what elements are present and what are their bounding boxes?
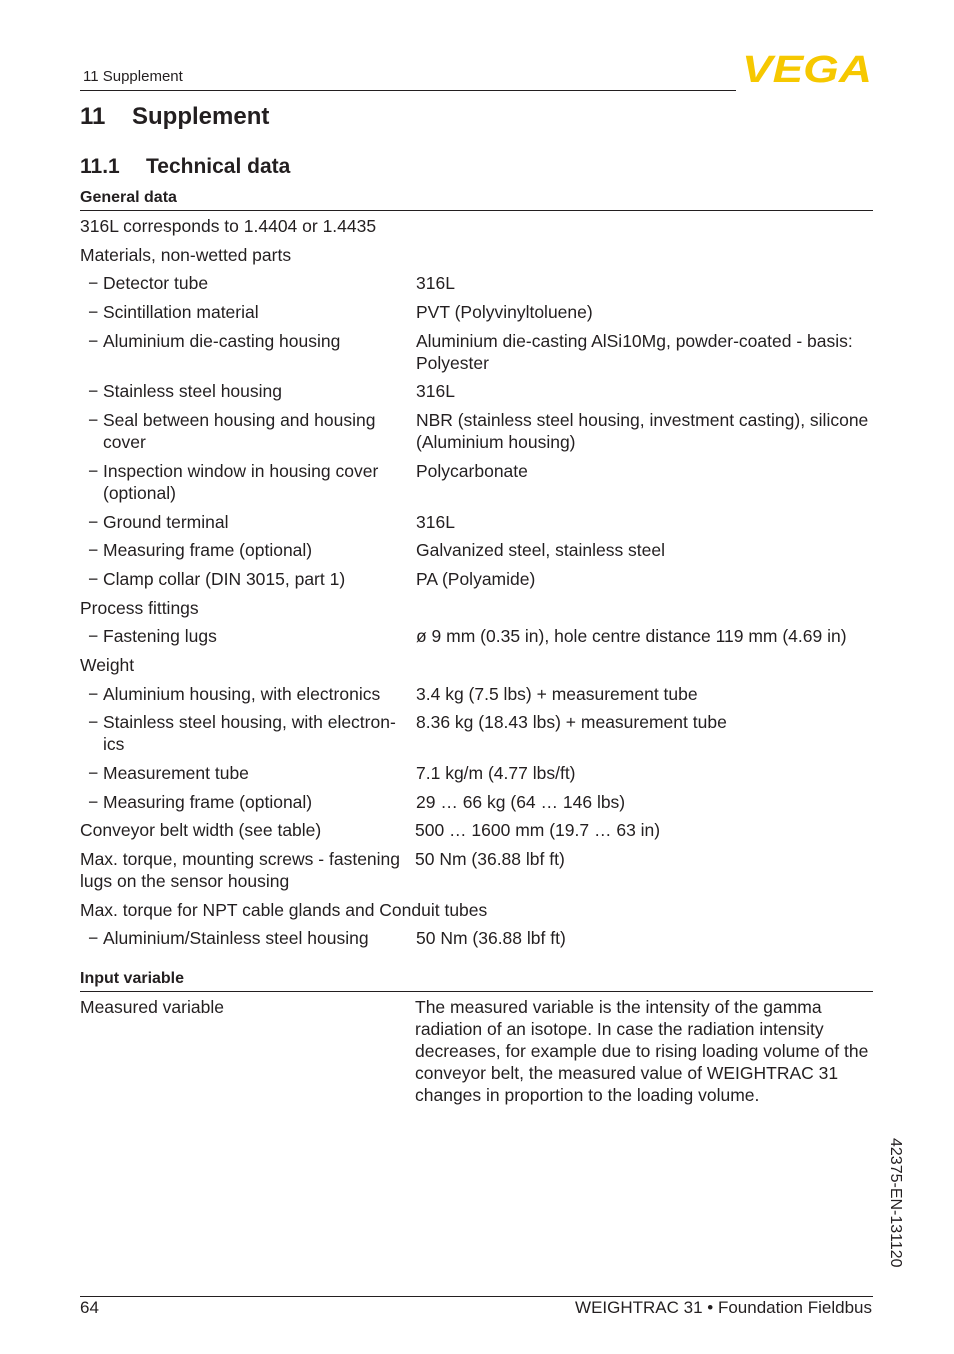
document-code: 42375-EN-131120 <box>887 1138 904 1268</box>
page-number: 64 <box>80 1298 99 1317</box>
row-value: 50 Nm (36.88 lbf ft) <box>416 928 566 949</box>
dash-bullet: − <box>88 302 99 323</box>
row-label <box>80 996 415 1106</box>
chapter-number: 11 <box>80 103 106 130</box>
table-row <box>80 711 873 755</box>
row-value: 50 Nm (36.88 lbf ft) <box>415 849 565 870</box>
row-value: 316L <box>416 273 455 294</box>
row-label <box>80 244 415 266</box>
dash-bullet: − <box>88 928 99 949</box>
table-row <box>80 762 873 784</box>
section-heading <box>80 155 290 179</box>
row-label-text: Weight <box>80 654 135 675</box>
dash-bullet: − <box>88 273 99 294</box>
row-label-text: Materials, non-wetted parts <box>80 244 292 265</box>
row-label <box>80 762 416 784</box>
dash-bullet: − <box>88 381 99 402</box>
table-row <box>80 244 873 266</box>
table-row <box>80 625 873 647</box>
chapter-title: Supplement <box>132 103 270 130</box>
general-data-title: General data <box>80 189 873 211</box>
row-value: Galvanized steel, stainless steel <box>416 540 666 561</box>
row-value: ø 9 mm (0.35 in), hole centre distance 119 mm (4.69 in) <box>416 626 847 647</box>
dash-bullet: − <box>88 568 99 589</box>
row-value: PA (Polyamide) <box>416 568 536 589</box>
table-row <box>80 683 873 705</box>
row-label-text: Stainless steel housing, with electron-ics <box>103 712 396 755</box>
row-label-text: Max. torque, mounting screws - fastening lugs on the sensor housing <box>80 849 401 892</box>
table-row <box>80 215 873 237</box>
dash-bullet: − <box>88 791 99 812</box>
general-data-table <box>80 189 873 956</box>
row-label-text: Inspection window in housing cover (optional) <box>103 460 379 503</box>
dash-bullet: − <box>88 763 99 783</box>
row-label-text: 316L corresponds to 1.4404 or 1.4435 <box>80 216 377 236</box>
row-label-text: Scintillation material <box>103 302 259 323</box>
row-value: PVT (Polyvinyltoluene) <box>416 302 593 323</box>
row-label-text: Aluminium/Stainless steel housing <box>103 928 369 949</box>
row-label-text: Measured variable <box>80 997 224 1017</box>
row-value: Polycarbonate <box>416 460 528 481</box>
row-label-text: Stainless steel housing <box>103 381 282 402</box>
table-row <box>80 272 873 294</box>
row-label-text: Max. torque for NPT cable glands and Conduit tubes <box>80 899 488 920</box>
row-label-text: Measuring frame (optional) <box>103 791 313 812</box>
row-label <box>80 215 415 237</box>
section-number: 11.1 <box>80 155 120 178</box>
table-row <box>80 654 873 676</box>
table-row <box>80 848 873 892</box>
row-label-text: Seal between housing and housing cover <box>103 410 376 453</box>
row-label-text: Ground terminal <box>103 511 229 532</box>
row-label <box>80 539 416 561</box>
row-label-text: Process fittings <box>80 597 199 618</box>
table-row <box>80 511 873 533</box>
table-row <box>80 819 873 841</box>
row-label <box>80 597 415 619</box>
row-value <box>415 654 873 676</box>
row-label-text: Aluminium die-casting housing <box>103 330 341 351</box>
vega-logo <box>742 52 872 84</box>
row-label <box>80 460 416 504</box>
row-label-text: Measurement tube <box>103 763 249 783</box>
footer-rule <box>80 1296 873 1297</box>
dash-bullet: − <box>88 460 99 481</box>
svg-text:VEGA: VEGA <box>742 52 872 84</box>
row-value <box>415 215 873 237</box>
row-value: 8.36 kg (18.43 lbs) + measurement tube <box>416 712 727 733</box>
table-row <box>80 568 873 590</box>
row-label-text: Conveyor belt width (see table) <box>80 820 322 841</box>
row-label <box>80 272 416 294</box>
row-label <box>80 899 873 921</box>
dash-bullet: − <box>88 712 99 733</box>
row-label <box>80 791 416 813</box>
row-label <box>80 380 416 402</box>
row-value: The measured variable is the intensity of the gamma radiation of an isotope. In case the radiation intensity decreases, for example due to rising loading volume of the conveyor belt, the measured value of WEIGHTRAC 31 changes in proportion to the loading volume. <box>415 997 869 1105</box>
table-row <box>80 409 873 453</box>
row-value: 316L <box>416 511 455 532</box>
row-value <box>415 244 873 266</box>
row-value: 7.1 kg/m (4.77 lbs/ft) <box>416 763 576 783</box>
row-label <box>80 301 416 323</box>
row-label-text: Fastening lugs <box>103 626 217 647</box>
row-label <box>80 511 416 533</box>
dash-bullet: − <box>88 540 99 561</box>
section-title: Technical data <box>146 155 291 178</box>
row-label <box>80 927 416 949</box>
chapter-heading <box>80 103 269 131</box>
row-label-text: Aluminium housing, with electronics <box>103 683 381 704</box>
dash-bullet: − <box>88 511 99 532</box>
row-label-text: Clamp collar (DIN 3015, part 1) <box>103 568 346 589</box>
input-variable-table <box>80 970 873 1113</box>
row-value: 3.4 kg (7.5 lbs) + measurement tube <box>416 683 698 704</box>
row-label <box>80 654 415 676</box>
row-label <box>80 409 416 453</box>
dash-bullet: − <box>88 330 99 351</box>
input-variable-title: Input variable <box>80 970 873 992</box>
row-label <box>80 683 416 705</box>
row-label <box>80 568 416 590</box>
table-row <box>80 539 873 561</box>
document-title: WEIGHTRAC 31 • Foundation Fieldbus <box>575 1298 872 1317</box>
dash-bullet: − <box>88 410 99 431</box>
header-rule <box>80 90 736 91</box>
row-label <box>80 625 416 647</box>
running-header: 11 Supplement <box>83 68 183 85</box>
table-row <box>80 927 873 949</box>
row-value: 29 … 66 kg (64 … 146 lbs) <box>416 791 626 812</box>
row-label <box>80 819 415 841</box>
table-row <box>80 330 873 374</box>
dash-bullet: − <box>88 626 99 647</box>
dash-bullet: − <box>88 683 99 704</box>
table-row <box>80 460 873 504</box>
row-label <box>80 848 415 892</box>
row-value <box>415 597 873 619</box>
row-value: 316L <box>416 381 455 402</box>
table-row <box>80 791 873 813</box>
table-row <box>80 996 873 1106</box>
table-row <box>80 597 873 619</box>
table-row <box>80 899 873 921</box>
row-value: NBR (stainless steel housing, investment casting), silicone (Aluminium housing) <box>416 410 869 453</box>
table-row <box>80 301 873 323</box>
row-label-text: Measuring frame (optional) <box>103 540 313 561</box>
row-value: Aluminium die-casting AlSi10Mg, powder-coated - basis: Polyester <box>416 330 853 373</box>
row-label <box>80 330 416 374</box>
row-label <box>80 711 416 755</box>
table-row <box>80 380 873 402</box>
row-label-text: Detector tube <box>103 273 209 294</box>
row-value: 500 … 1600 mm (19.7 … 63 in) <box>415 820 661 841</box>
